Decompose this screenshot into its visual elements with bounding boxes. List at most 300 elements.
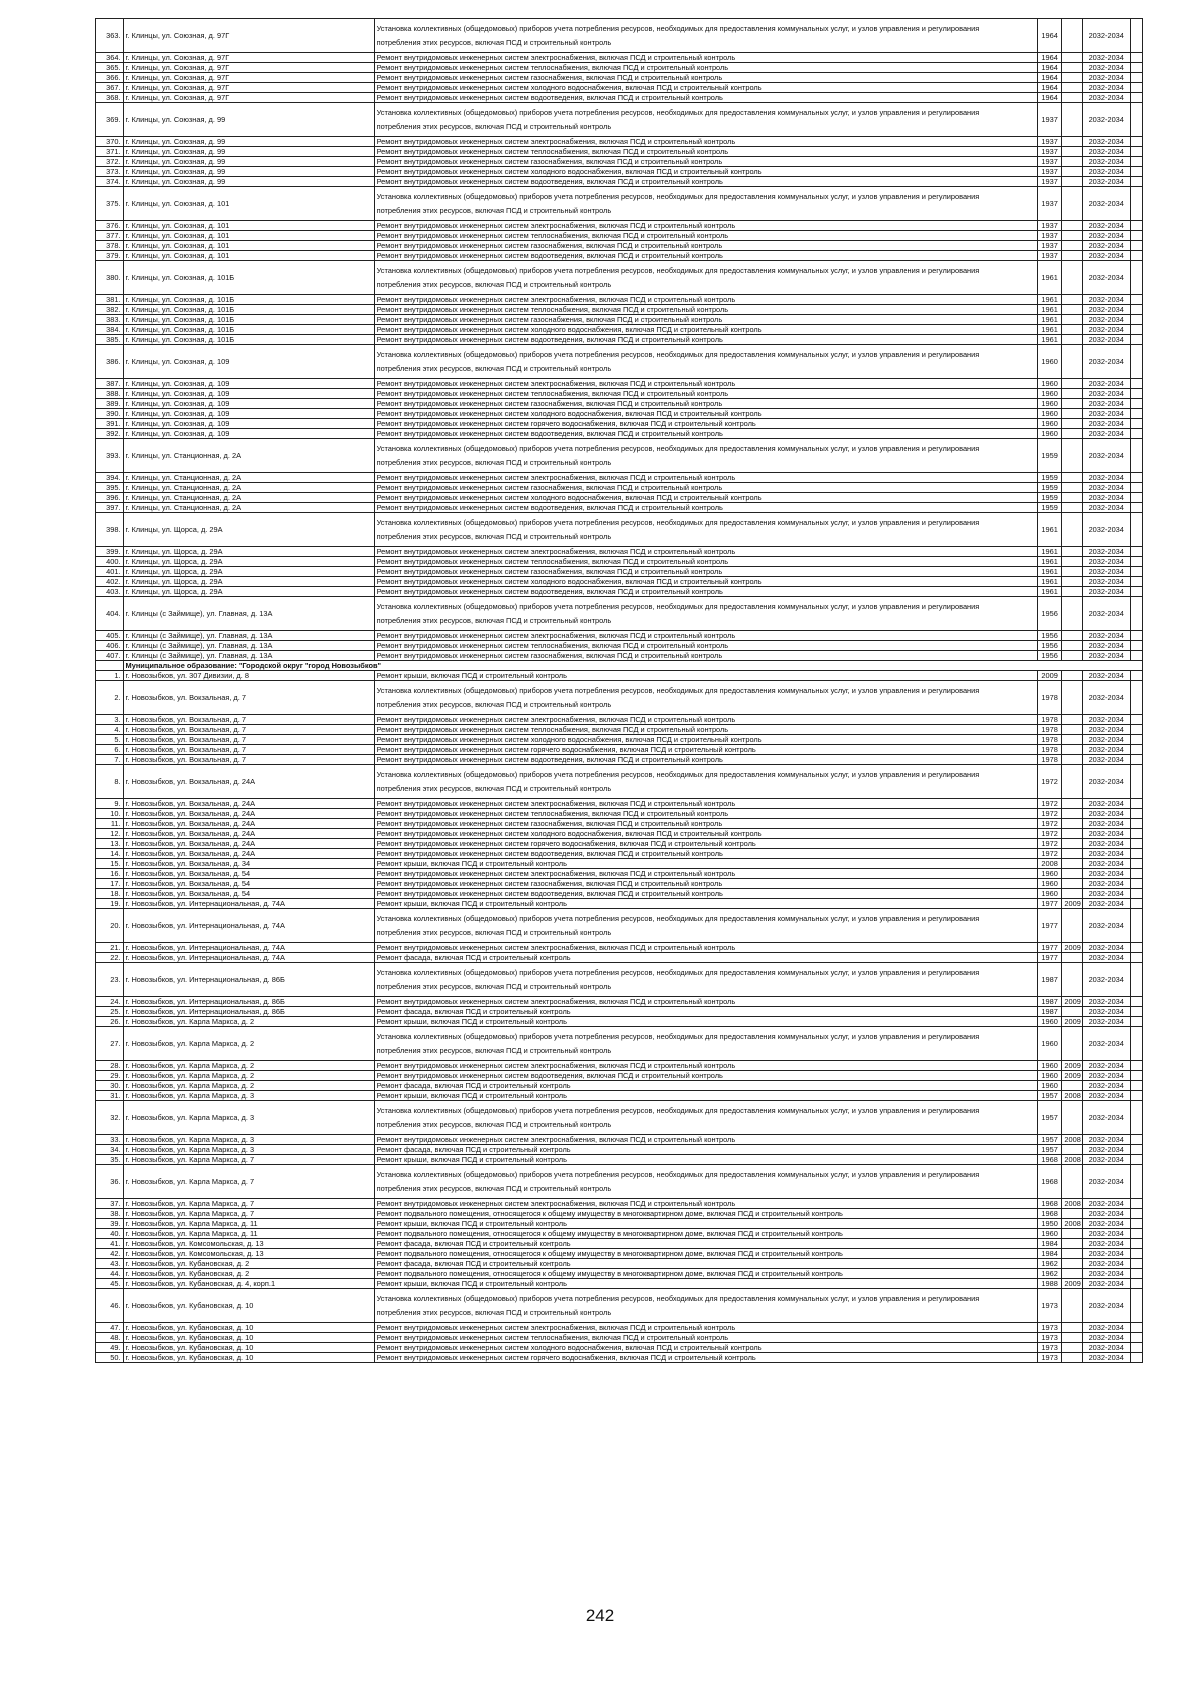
build-year-cell: 1988 bbox=[1037, 1279, 1061, 1289]
row-number: 372. bbox=[96, 157, 124, 167]
last-repair-year-cell bbox=[1062, 103, 1082, 137]
row-number: 398. bbox=[96, 513, 124, 547]
repair-plan-table-page bbox=[95, 18, 1143, 1363]
last-repair-year-cell bbox=[1062, 335, 1082, 345]
last-repair-year-cell bbox=[1062, 473, 1082, 483]
row-number: 18. bbox=[96, 889, 124, 899]
last-repair-year-cell bbox=[1062, 1209, 1082, 1219]
work-type-cell: Ремонт внутридомовых инженерных систем теплоснабжения, включая ПСД и строительный контроль bbox=[374, 389, 1037, 399]
blank-cell bbox=[1130, 1007, 1142, 1017]
last-repair-year-cell bbox=[1062, 379, 1082, 389]
last-repair-year-cell bbox=[1062, 597, 1082, 631]
address-cell: г. Клинцы, ул. Союзная, д. 109 bbox=[123, 419, 374, 429]
last-repair-year-cell bbox=[1062, 513, 1082, 547]
table-row bbox=[96, 399, 1143, 409]
address-cell: г. Клинцы, ул. Союзная, д. 99 bbox=[123, 147, 374, 157]
blank-cell bbox=[1130, 137, 1142, 147]
work-type-cell: Установка коллективных (общедомовых) приборов учета потребления ресурсов, необходимых для предоставления коммунальных услуг, и узлов управления и регулирования потребления этих ресурсов, включая ПСД и строительный контроль bbox=[374, 681, 1037, 715]
work-type-cell: Ремонт внутридомовых инженерных систем горячего водоснабжения, включая ПСД и строительный контроль bbox=[374, 419, 1037, 429]
table-row bbox=[96, 859, 1143, 869]
blank-cell bbox=[1130, 261, 1142, 295]
build-year-cell: 1972 bbox=[1037, 765, 1061, 799]
blank-cell bbox=[1130, 725, 1142, 735]
work-type-cell: Ремонт внутридомовых инженерных систем холодного водоснабжения, включая ПСД и строительный контроль bbox=[374, 577, 1037, 587]
row-number: 382. bbox=[96, 305, 124, 315]
table-row bbox=[96, 631, 1143, 641]
row-number: 31. bbox=[96, 1091, 124, 1101]
build-year-cell: 1957 bbox=[1037, 1145, 1061, 1155]
build-year-cell: 1961 bbox=[1037, 577, 1061, 587]
last-repair-year-cell bbox=[1062, 1145, 1082, 1155]
table-row bbox=[96, 1353, 1143, 1363]
blank-cell bbox=[1130, 1101, 1142, 1135]
row-number: 390. bbox=[96, 409, 124, 419]
work-type-cell: Ремонт внутридомовых инженерных систем водоотведения, включая ПСД и строительный контроль bbox=[374, 1071, 1037, 1081]
last-repair-year-cell bbox=[1062, 1007, 1082, 1017]
blank-cell bbox=[1130, 1219, 1142, 1229]
address-cell: г. Новозыбков, ул. Вокзальная, д. 7 bbox=[123, 681, 374, 715]
last-repair-year-cell bbox=[1062, 93, 1082, 103]
blank-cell bbox=[1130, 1199, 1142, 1209]
work-type-cell: Установка коллективных (общедомовых) приборов учета потребления ресурсов, необходимых для предоставления коммунальных услуг, и узлов управления и регулирования потребления этих ресурсов, включая ПСД и строительный контроль bbox=[374, 19, 1037, 53]
planned-period-cell: 2032-2034 bbox=[1082, 715, 1130, 725]
last-repair-year-cell bbox=[1062, 879, 1082, 889]
blank-cell bbox=[1130, 83, 1142, 93]
row-number: 45. bbox=[96, 1279, 124, 1289]
planned-period-cell: 2032-2034 bbox=[1082, 869, 1130, 879]
work-type-cell: Установка коллективных (общедомовых) приборов учета потребления ресурсов, необходимых для предоставления коммунальных услуг, и узлов управления и регулирования потребления этих ресурсов, включая ПСД и строительный контроль bbox=[374, 261, 1037, 295]
row-number: 22. bbox=[96, 953, 124, 963]
table-row bbox=[96, 1199, 1143, 1209]
planned-period-cell: 2032-2034 bbox=[1082, 493, 1130, 503]
table-row bbox=[96, 745, 1143, 755]
table-row bbox=[96, 943, 1143, 953]
work-type-cell: Ремонт внутридомовых инженерных систем холодного водоснабжения, включая ПСД и строительный контроль bbox=[374, 735, 1037, 745]
build-year-cell: 1960 bbox=[1037, 869, 1061, 879]
last-repair-year-cell bbox=[1062, 869, 1082, 879]
work-type-cell: Ремонт внутридомовых инженерных систем теплоснабжения, включая ПСД и строительный контроль bbox=[374, 147, 1037, 157]
build-year-cell: 1956 bbox=[1037, 631, 1061, 641]
work-type-cell: Ремонт внутридомовых инженерных систем газоснабжения, включая ПСД и строительный контроль bbox=[374, 241, 1037, 251]
build-year-cell: 1978 bbox=[1037, 745, 1061, 755]
planned-period-cell: 2032-2034 bbox=[1082, 547, 1130, 557]
blank-cell bbox=[1130, 953, 1142, 963]
blank-cell bbox=[1130, 187, 1142, 221]
table-row bbox=[96, 251, 1143, 261]
work-type-cell: Ремонт внутридомовых инженерных систем теплоснабжения, включая ПСД и строительный контроль bbox=[374, 1333, 1037, 1343]
last-repair-year-cell bbox=[1062, 735, 1082, 745]
row-number: 28. bbox=[96, 1061, 124, 1071]
address-cell: г. Клинцы, ул. Союзная, д. 101 bbox=[123, 251, 374, 261]
table-row bbox=[96, 1209, 1143, 1219]
work-type-cell: Ремонт внутридомовых инженерных систем электроснабжения, включая ПСД и строительный контроль bbox=[374, 1135, 1037, 1145]
address-cell: г. Новозыбков, ул. Интернациональная, д. 86Б bbox=[123, 997, 374, 1007]
work-type-cell: Ремонт фасада, включая ПСД и строительный контроль bbox=[374, 1145, 1037, 1155]
build-year-cell: 1957 bbox=[1037, 1091, 1061, 1101]
blank-cell bbox=[1130, 547, 1142, 557]
address-cell: г. Клинцы, ул. Щорса, д. 29А bbox=[123, 547, 374, 557]
work-type-cell: Ремонт внутридомовых инженерных систем электроснабжения, включая ПСД и строительный контроль bbox=[374, 53, 1037, 63]
address-cell: г. Клинцы, ул. Союзная, д. 99 bbox=[123, 137, 374, 147]
build-year-cell: 1959 bbox=[1037, 483, 1061, 493]
work-type-cell: Ремонт внутридомовых инженерных систем водоотведения, включая ПСД и строительный контроль bbox=[374, 93, 1037, 103]
address-cell: г. Клинцы, ул. Союзная, д. 109 bbox=[123, 409, 374, 419]
table-row bbox=[96, 63, 1143, 73]
last-repair-year-cell bbox=[1062, 889, 1082, 899]
last-repair-year-cell bbox=[1062, 909, 1082, 943]
work-type-cell: Ремонт крыши, включая ПСД и строительный контроль bbox=[374, 899, 1037, 909]
planned-period-cell: 2032-2034 bbox=[1082, 1165, 1130, 1199]
row-number: 34. bbox=[96, 1145, 124, 1155]
blank-cell bbox=[1130, 1061, 1142, 1071]
planned-period-cell: 2032-2034 bbox=[1082, 899, 1130, 909]
row-number: 376. bbox=[96, 221, 124, 231]
last-repair-year-cell bbox=[1062, 725, 1082, 735]
row-number: 389. bbox=[96, 399, 124, 409]
table-row bbox=[96, 1135, 1143, 1145]
table-row bbox=[96, 167, 1143, 177]
work-type-cell: Ремонт внутридомовых инженерных систем электроснабжения, включая ПСД и строительный контроль bbox=[374, 1199, 1037, 1209]
work-type-cell: Ремонт внутридомовых инженерных систем электроснабжения, включая ПСД и строительный контроль bbox=[374, 1061, 1037, 1071]
blank-cell bbox=[1130, 409, 1142, 419]
blank-cell bbox=[1130, 419, 1142, 429]
row-number: 383. bbox=[96, 315, 124, 325]
blank-cell bbox=[1130, 859, 1142, 869]
address-cell: г. Клинцы, ул. Щорса, д. 29А bbox=[123, 577, 374, 587]
planned-period-cell: 2032-2034 bbox=[1082, 963, 1130, 997]
work-type-cell: Ремонт внутридомовых инженерных систем водоотведения, включая ПСД и строительный контроль bbox=[374, 587, 1037, 597]
address-cell: г. Клинцы, ул. Союзная, д. 97Г bbox=[123, 93, 374, 103]
table-row bbox=[96, 889, 1143, 899]
row-number: 9. bbox=[96, 799, 124, 809]
row-number: 30. bbox=[96, 1081, 124, 1091]
row-number: 17. bbox=[96, 879, 124, 889]
blank-cell bbox=[1130, 1279, 1142, 1289]
planned-period-cell: 2032-2034 bbox=[1082, 295, 1130, 305]
work-type-cell: Ремонт внутридомовых инженерных систем горячего водоснабжения, включая ПСД и строительный контроль bbox=[374, 745, 1037, 755]
build-year-cell: 1972 bbox=[1037, 809, 1061, 819]
planned-period-cell: 2032-2034 bbox=[1082, 241, 1130, 251]
blank-cell bbox=[1130, 597, 1142, 631]
address-cell: г. Новозыбков, ул. Вокзальная, д. 34 bbox=[123, 859, 374, 869]
address-cell: г. Новозыбков, ул. Карла Маркса, д. 3 bbox=[123, 1145, 374, 1155]
work-type-cell: Ремонт внутридомовых инженерных систем холодного водоснабжения, включая ПСД и строительный контроль bbox=[374, 409, 1037, 419]
blank-cell bbox=[1130, 809, 1142, 819]
blank-cell bbox=[1130, 167, 1142, 177]
planned-period-cell: 2032-2034 bbox=[1082, 345, 1130, 379]
build-year-cell: 1961 bbox=[1037, 295, 1061, 305]
address-cell: г. Клинцы, ул. Союзная, д. 99 bbox=[123, 167, 374, 177]
planned-period-cell: 2032-2034 bbox=[1082, 1081, 1130, 1091]
last-repair-year-cell bbox=[1062, 439, 1082, 473]
planned-period-cell: 2032-2034 bbox=[1082, 577, 1130, 587]
planned-period-cell: 2032-2034 bbox=[1082, 557, 1130, 567]
row-number: 377. bbox=[96, 231, 124, 241]
address-cell: г. Новозыбков, ул. Карла Маркса, д. 2 bbox=[123, 1017, 374, 1027]
work-type-cell: Ремонт крыши, включая ПСД и строительный контроль bbox=[374, 671, 1037, 681]
row-number: 19. bbox=[96, 899, 124, 909]
work-type-cell: Ремонт внутридомовых инженерных систем холодного водоснабжения, включая ПСД и строительный контроль bbox=[374, 1343, 1037, 1353]
last-repair-year-cell bbox=[1062, 503, 1082, 513]
address-cell: г. Новозыбков, ул. Кубановская, д. 10 bbox=[123, 1333, 374, 1343]
table-row bbox=[96, 187, 1143, 221]
row-number: 371. bbox=[96, 147, 124, 157]
table-row bbox=[96, 597, 1143, 631]
address-cell: г. Новозыбков, ул. Кубановская, д. 10 bbox=[123, 1343, 374, 1353]
build-year-cell: 1960 bbox=[1037, 399, 1061, 409]
blank-cell bbox=[1130, 869, 1142, 879]
blank-cell bbox=[1130, 765, 1142, 799]
build-year-cell: 1960 bbox=[1037, 429, 1061, 439]
last-repair-year-cell bbox=[1062, 399, 1082, 409]
work-type-cell: Ремонт крыши, включая ПСД и строительный контроль bbox=[374, 1219, 1037, 1229]
blank-cell bbox=[1130, 799, 1142, 809]
build-year-cell: 1950 bbox=[1037, 1219, 1061, 1229]
planned-period-cell: 2032-2034 bbox=[1082, 177, 1130, 187]
last-repair-year-cell: 2008 bbox=[1062, 1199, 1082, 1209]
work-type-cell: Ремонт внутридомовых инженерных систем электроснабжения, включая ПСД и строительный контроль bbox=[374, 379, 1037, 389]
work-type-cell: Ремонт внутридомовых инженерных систем электроснабжения, включая ПСД и строительный контроль bbox=[374, 295, 1037, 305]
row-number: 397. bbox=[96, 503, 124, 513]
work-type-cell: Ремонт внутридомовых инженерных систем водоотведения, включая ПСД и строительный контроль bbox=[374, 849, 1037, 859]
address-cell: г. Клинцы (с Займище), ул. Главная, д. 13А bbox=[123, 641, 374, 651]
last-repair-year-cell: 2009 bbox=[1062, 899, 1082, 909]
last-repair-year-cell: 2008 bbox=[1062, 1155, 1082, 1165]
work-type-cell: Ремонт внутридомовых инженерных систем электроснабжения, включая ПСД и строительный контроль bbox=[374, 997, 1037, 1007]
last-repair-year-cell bbox=[1062, 53, 1082, 63]
row-number: 394. bbox=[96, 473, 124, 483]
last-repair-year-cell: 2008 bbox=[1062, 1219, 1082, 1229]
address-cell: г. Новозыбков, ул. Вокзальная, д. 24А bbox=[123, 839, 374, 849]
last-repair-year-cell bbox=[1062, 147, 1082, 157]
address-cell: г. Новозыбков, ул. Интернациональная, д. 74А bbox=[123, 909, 374, 943]
blank-cell bbox=[1130, 295, 1142, 305]
build-year-cell: 1960 bbox=[1037, 889, 1061, 899]
row-number: 32. bbox=[96, 1101, 124, 1135]
row-number: 47. bbox=[96, 1323, 124, 1333]
row-number: 42. bbox=[96, 1249, 124, 1259]
blank-cell bbox=[1130, 829, 1142, 839]
address-cell: г. Новозыбков, ул. Вокзальная, д. 24А bbox=[123, 799, 374, 809]
blank-cell bbox=[1130, 849, 1142, 859]
address-cell: г. Клинцы, ул. Союзная, д. 101Б bbox=[123, 295, 374, 305]
row-number: 399. bbox=[96, 547, 124, 557]
last-repair-year-cell bbox=[1062, 187, 1082, 221]
row-number: 365. bbox=[96, 63, 124, 73]
blank-cell bbox=[1130, 997, 1142, 1007]
build-year-cell: 1973 bbox=[1037, 1289, 1061, 1323]
last-repair-year-cell bbox=[1062, 1259, 1082, 1269]
blank-cell bbox=[1130, 439, 1142, 473]
last-repair-year-cell bbox=[1062, 315, 1082, 325]
build-year-cell: 1972 bbox=[1037, 849, 1061, 859]
row-number: 10. bbox=[96, 809, 124, 819]
table-row bbox=[96, 295, 1143, 305]
work-type-cell: Ремонт внутридомовых инженерных систем электроснабжения, включая ПСД и строительный контроль bbox=[374, 547, 1037, 557]
planned-period-cell: 2032-2034 bbox=[1082, 513, 1130, 547]
table-row bbox=[96, 429, 1143, 439]
build-year-cell: 1937 bbox=[1037, 167, 1061, 177]
planned-period-cell: 2032-2034 bbox=[1082, 1061, 1130, 1071]
planned-period-cell: 2032-2034 bbox=[1082, 1343, 1130, 1353]
blank-cell bbox=[1130, 1289, 1142, 1323]
last-repair-year-cell bbox=[1062, 1353, 1082, 1363]
table-row bbox=[96, 899, 1143, 909]
address-cell: г. Клинцы, ул. Щорса, д. 29А bbox=[123, 567, 374, 577]
blank-cell bbox=[1130, 671, 1142, 681]
build-year-cell: 1972 bbox=[1037, 829, 1061, 839]
blank-cell bbox=[1130, 1135, 1142, 1145]
work-type-cell: Ремонт крыши, включая ПСД и строительный контроль bbox=[374, 1017, 1037, 1027]
blank-cell bbox=[1130, 715, 1142, 725]
build-year-cell: 1977 bbox=[1037, 953, 1061, 963]
last-repair-year-cell bbox=[1062, 83, 1082, 93]
last-repair-year-cell bbox=[1062, 745, 1082, 755]
planned-period-cell: 2032-2034 bbox=[1082, 631, 1130, 641]
build-year-cell: 1987 bbox=[1037, 963, 1061, 997]
table-row bbox=[96, 231, 1143, 241]
planned-period-cell: 2032-2034 bbox=[1082, 641, 1130, 651]
table-row bbox=[96, 681, 1143, 715]
build-year-cell: 1978 bbox=[1037, 725, 1061, 735]
blank-cell bbox=[1130, 557, 1142, 567]
build-year-cell: 1978 bbox=[1037, 715, 1061, 725]
last-repair-year-cell bbox=[1062, 1165, 1082, 1199]
row-number: 3. bbox=[96, 715, 124, 725]
planned-period-cell: 2032-2034 bbox=[1082, 389, 1130, 399]
work-type-cell: Ремонт внутридомовых инженерных систем водоотведения, включая ПСД и строительный контроль bbox=[374, 251, 1037, 261]
blank-cell bbox=[1130, 231, 1142, 241]
build-year-cell: 1984 bbox=[1037, 1249, 1061, 1259]
planned-period-cell: 2032-2034 bbox=[1082, 799, 1130, 809]
last-repair-year-cell bbox=[1062, 261, 1082, 295]
planned-period-cell: 2032-2034 bbox=[1082, 1219, 1130, 1229]
last-repair-year-cell bbox=[1062, 765, 1082, 799]
row-number: 388. bbox=[96, 389, 124, 399]
build-year-cell: 1937 bbox=[1037, 187, 1061, 221]
address-cell: г. Клинцы, ул. Союзная, д. 101 bbox=[123, 221, 374, 231]
build-year-cell: 1972 bbox=[1037, 839, 1061, 849]
work-type-cell: Ремонт подвального помещения, относящегося к общему имуществу в многоквартирном доме, включая ПСД и строительный контроль bbox=[374, 1269, 1037, 1279]
planned-period-cell: 2032-2034 bbox=[1082, 909, 1130, 943]
build-year-cell: 1961 bbox=[1037, 261, 1061, 295]
last-repair-year-cell bbox=[1062, 819, 1082, 829]
build-year-cell: 1984 bbox=[1037, 1239, 1061, 1249]
table-row bbox=[96, 809, 1143, 819]
address-cell: г. Клинцы, ул. Союзная, д. 109 bbox=[123, 389, 374, 399]
planned-period-cell: 2032-2034 bbox=[1082, 429, 1130, 439]
last-repair-year-cell bbox=[1062, 1249, 1082, 1259]
blank-cell bbox=[1130, 631, 1142, 641]
planned-period-cell: 2032-2034 bbox=[1082, 587, 1130, 597]
table-row bbox=[96, 73, 1143, 83]
last-repair-year-cell bbox=[1062, 1269, 1082, 1279]
work-type-cell: Установка коллективных (общедомовых) приборов учета потребления ресурсов, необходимых для предоставления коммунальных услуг, и узлов управления и регулирования потребления этих ресурсов, включая ПСД и строительный контроль bbox=[374, 513, 1037, 547]
work-type-cell: Ремонт внутридомовых инженерных систем теплоснабжения, включая ПСД и строительный контроль bbox=[374, 63, 1037, 73]
planned-period-cell: 2032-2034 bbox=[1082, 63, 1130, 73]
table-row bbox=[96, 819, 1143, 829]
row-number: 40. bbox=[96, 1229, 124, 1239]
work-type-cell: Ремонт подвального помещения, относящегося к общему имуществу в многоквартирном доме, включая ПСД и строительный контроль bbox=[374, 1209, 1037, 1219]
last-repair-year-cell bbox=[1062, 251, 1082, 261]
blank-cell bbox=[1130, 53, 1142, 63]
planned-period-cell: 2032-2034 bbox=[1082, 1071, 1130, 1081]
build-year-cell: 2008 bbox=[1037, 859, 1061, 869]
blank-cell bbox=[1130, 429, 1142, 439]
row-number: 373. bbox=[96, 167, 124, 177]
planned-period-cell: 2032-2034 bbox=[1082, 1155, 1130, 1165]
last-repair-year-cell bbox=[1062, 409, 1082, 419]
build-year-cell: 1972 bbox=[1037, 819, 1061, 829]
last-repair-year-cell bbox=[1062, 953, 1082, 963]
last-repair-year-cell bbox=[1062, 63, 1082, 73]
build-year-cell: 1957 bbox=[1037, 1101, 1061, 1135]
build-year-cell: 1978 bbox=[1037, 681, 1061, 715]
build-year-cell: 1960 bbox=[1037, 1081, 1061, 1091]
row-number: 385. bbox=[96, 335, 124, 345]
table-row bbox=[96, 671, 1143, 681]
work-type-cell: Ремонт внутридомовых инженерных систем газоснабжения, включая ПСД и строительный контроль bbox=[374, 399, 1037, 409]
row-number: 407. bbox=[96, 651, 124, 661]
planned-period-cell: 2032-2034 bbox=[1082, 305, 1130, 315]
work-type-cell: Ремонт фасада, включая ПСД и строительный контроль bbox=[374, 1007, 1037, 1017]
blank-cell bbox=[1130, 305, 1142, 315]
build-year-cell: 1964 bbox=[1037, 73, 1061, 83]
address-cell: г. Клинцы, ул. Союзная, д. 97Г bbox=[123, 73, 374, 83]
build-year-cell: 1959 bbox=[1037, 493, 1061, 503]
table-row bbox=[96, 849, 1143, 859]
last-repair-year-cell: 2009 bbox=[1062, 1071, 1082, 1081]
last-repair-year-cell bbox=[1062, 577, 1082, 587]
work-type-cell: Ремонт внутридомовых инженерных систем теплоснабжения, включая ПСД и строительный контроль bbox=[374, 557, 1037, 567]
table-row bbox=[96, 953, 1143, 963]
build-year-cell: 1960 bbox=[1037, 1071, 1061, 1081]
address-cell: г. Клинцы, ул. Щорса, д. 29А bbox=[123, 513, 374, 547]
blank-cell bbox=[1130, 1269, 1142, 1279]
table-row bbox=[96, 241, 1143, 251]
work-type-cell: Ремонт внутридомовых инженерных систем электроснабжения, включая ПСД и строительный контроль bbox=[374, 869, 1037, 879]
planned-period-cell: 2032-2034 bbox=[1082, 1199, 1130, 1209]
work-type-cell: Ремонт внутридомовых инженерных систем теплоснабжения, включая ПСД и строительный контроль bbox=[374, 305, 1037, 315]
planned-period-cell: 2032-2034 bbox=[1082, 651, 1130, 661]
row-number: 7. bbox=[96, 755, 124, 765]
address-cell: г. Клинцы (с Займище), ул. Главная, д. 13А bbox=[123, 631, 374, 641]
blank-cell bbox=[1130, 1027, 1142, 1061]
work-type-cell: Ремонт внутридомовых инженерных систем электроснабжения, включая ПСД и строительный контроль bbox=[374, 715, 1037, 725]
table-row bbox=[96, 513, 1143, 547]
row-number: 363. bbox=[96, 19, 124, 53]
table-row bbox=[96, 1219, 1143, 1229]
last-repair-year-cell: 2008 bbox=[1062, 1091, 1082, 1101]
address-cell: г. Новозыбков, ул. Карла Маркса, д. 2 bbox=[123, 1027, 374, 1061]
planned-period-cell: 2032-2034 bbox=[1082, 1209, 1130, 1219]
row-number: 384. bbox=[96, 325, 124, 335]
row-number: 14. bbox=[96, 849, 124, 859]
address-cell: г. Новозыбков, ул. Интернациональная, д. 86Б bbox=[123, 963, 374, 997]
address-cell: г. Клинцы, ул. Союзная, д. 101Б bbox=[123, 261, 374, 295]
last-repair-year-cell bbox=[1062, 345, 1082, 379]
planned-period-cell: 2032-2034 bbox=[1082, 725, 1130, 735]
planned-period-cell: 2032-2034 bbox=[1082, 187, 1130, 221]
work-type-cell: Ремонт внутридомовых инженерных систем водоотведения, включая ПСД и строительный контроль bbox=[374, 755, 1037, 765]
build-year-cell: 1987 bbox=[1037, 997, 1061, 1007]
planned-period-cell: 2032-2034 bbox=[1082, 839, 1130, 849]
planned-period-cell: 2032-2034 bbox=[1082, 221, 1130, 231]
row-number: 375. bbox=[96, 187, 124, 221]
planned-period-cell: 2032-2034 bbox=[1082, 597, 1130, 631]
build-year-cell: 1961 bbox=[1037, 325, 1061, 335]
work-type-cell: Ремонт внутридомовых инженерных систем теплоснабжения, включая ПСД и строительный контроль bbox=[374, 231, 1037, 241]
